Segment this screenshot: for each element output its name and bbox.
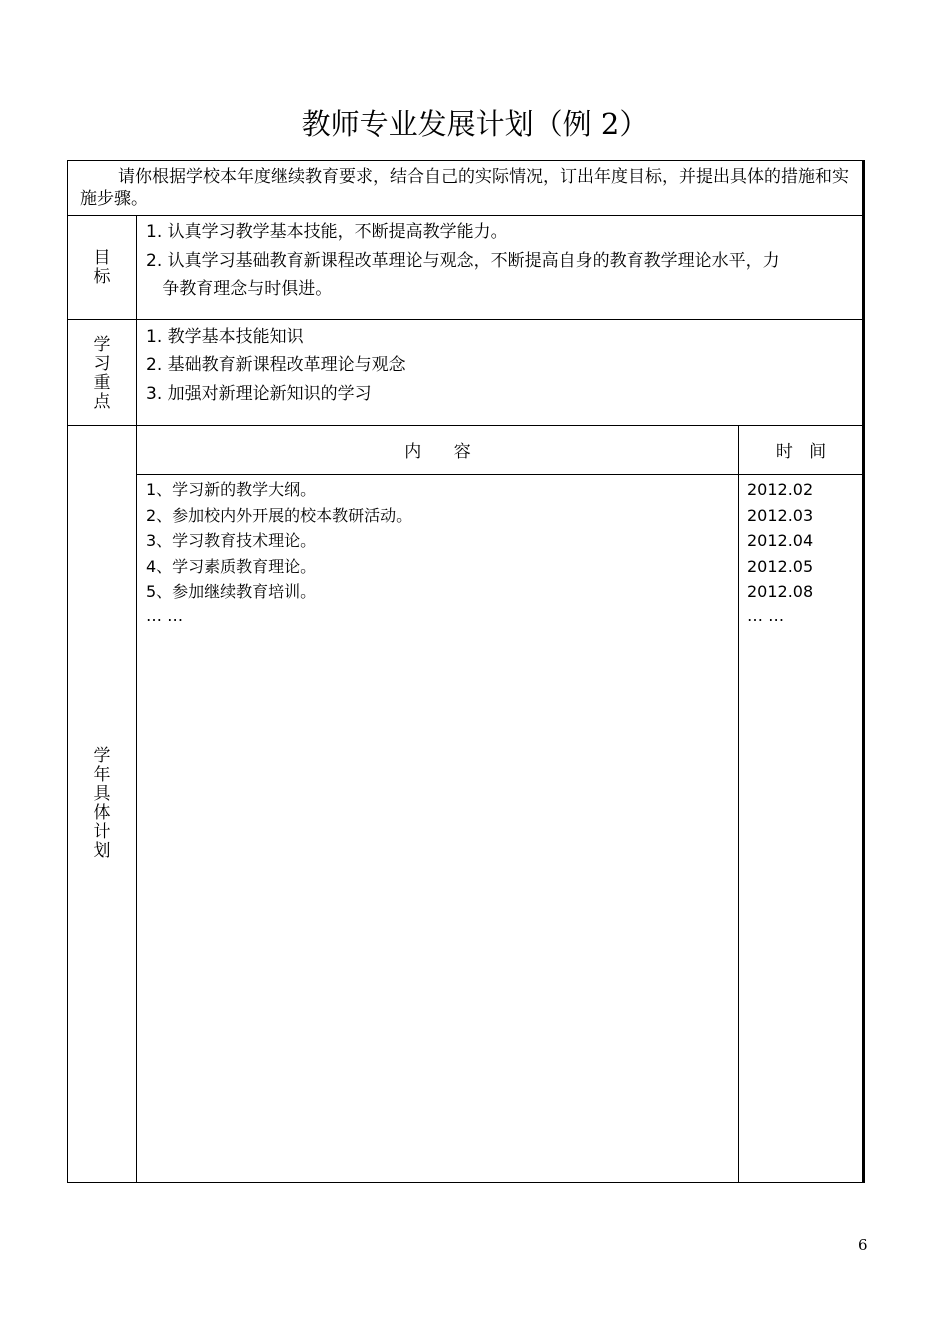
content-column-header: 内 容 — [404, 442, 471, 462]
page-number: 6 — [858, 1236, 868, 1254]
plan-form-table — [67, 160, 865, 1183]
study-focus-item: 3. 加强对新理论新知识的学习 — [146, 384, 372, 404]
goals-label-char: 标 — [93, 267, 111, 287]
plan-content-item: 5、参加继续教育培训。 — [146, 582, 317, 601]
plan-content-item: 1、学习新的教学大纲。 — [146, 480, 317, 499]
goal-item: 1. 认真学习教学基本技能，不断提高教学能力。 — [146, 222, 508, 242]
plan-time-item: 2012.02 — [747, 480, 814, 499]
row-divider-goals — [68, 319, 863, 320]
study-focus-label-char: 重 — [93, 373, 111, 393]
goals-label — [68, 249, 136, 287]
page-title: 教师专业发展计划（例 2） — [301, 107, 649, 141]
annual-plan-label — [68, 747, 136, 861]
annual-plan-label-char: 年 — [93, 765, 111, 785]
instruction-text: 请你根据学校本年度继续教育要求，结合自己的实际情况，订出年度目标，并提出具体的措施和实施步骤。 — [80, 167, 849, 209]
row-divider-focus — [68, 425, 863, 426]
time-column-header: 时 间 — [775, 442, 827, 462]
plan-time-item: … … — [747, 606, 785, 625]
goal-item: 争教育理念与时俱进。 — [146, 279, 333, 299]
annual-plan-label-char: 具 — [93, 784, 111, 804]
plan-content-item: 3、学习教育技术理论。 — [146, 531, 317, 550]
study-focus-label-char: 点 — [93, 392, 111, 412]
row-divider-intro — [68, 215, 863, 216]
study-focus-label-char: 习 — [93, 354, 111, 374]
plan-time-item: 2012.03 — [747, 506, 814, 525]
plan-time-item: 2012.04 — [747, 531, 814, 550]
study-focus-label-char: 学 — [93, 335, 111, 355]
goals-label-char: 目 — [93, 248, 111, 268]
time-column-divider — [738, 425, 739, 1183]
annual-plan-label-char: 划 — [93, 841, 111, 861]
plan-time-item: 2012.05 — [747, 557, 814, 576]
label-column-divider — [136, 215, 137, 1183]
goal-item: 2. 认真学习基础教育新课程改革理论与观念，不断提高自身的教育教学理论水平，力 — [146, 251, 780, 271]
annual-plan-label-char: 学 — [93, 746, 111, 766]
plan-content-item: 4、学习素质教育理论。 — [146, 557, 317, 576]
plan-content-item: … … — [146, 606, 184, 625]
plan-content-item: 2、参加校内外开展的校本教研活动。 — [146, 506, 413, 525]
plan-time-item: 2012.08 — [747, 582, 814, 601]
study-focus-item: 1. 教学基本技能知识 — [146, 327, 304, 347]
study-focus-item: 2. 基础教育新课程改革理论与观念 — [146, 355, 406, 375]
plan-header-divider — [137, 474, 863, 475]
study-focus-label — [68, 336, 136, 412]
annual-plan-label-char: 计 — [93, 822, 111, 842]
annual-plan-label-char: 体 — [93, 803, 111, 823]
